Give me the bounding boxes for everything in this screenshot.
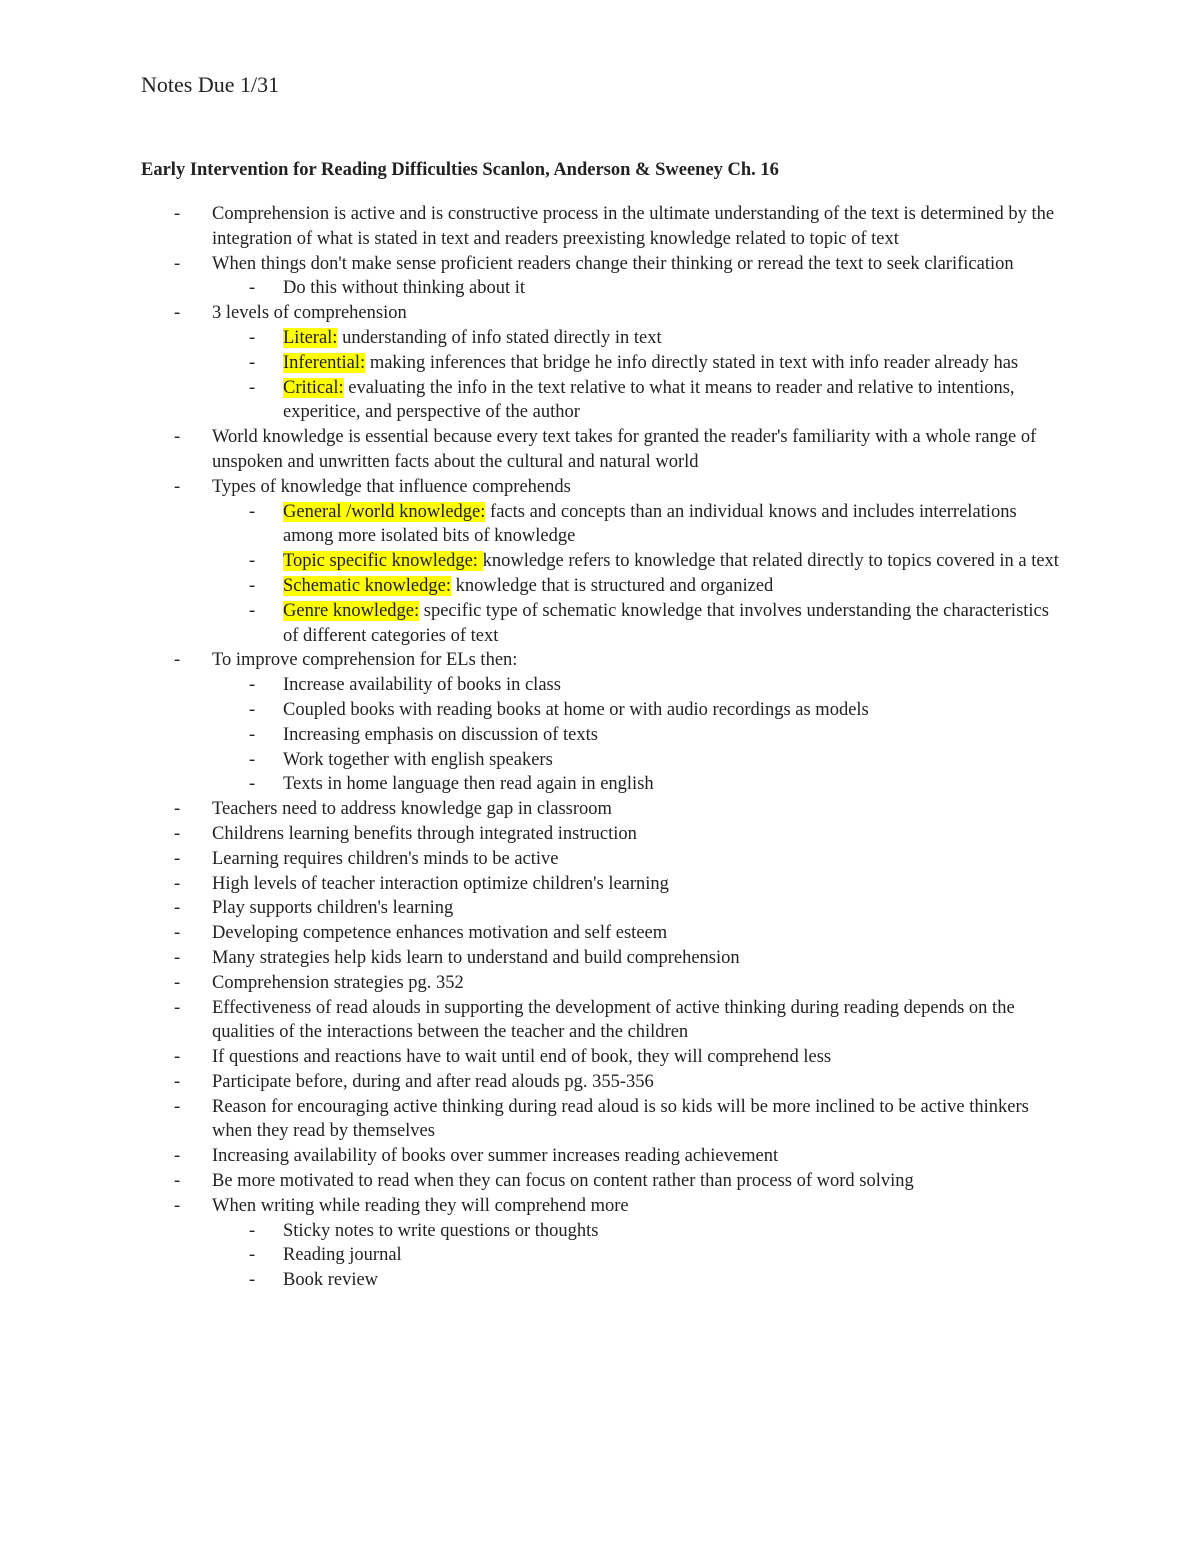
note-item [141,946,1061,971]
note-text: Texts in home language then read again in english [283,774,654,795]
note-text: Effectiveness of read alouds in supporting the development of active thinking during reading depends on the qualities of the interactions between the teacher and the children [212,997,1015,1043]
note-text: knowledge refers to knowledge that related directly to topics covered in a text [482,551,1059,572]
note-item [141,475,1061,500]
note-text: Learning requires children's minds to be active [212,848,559,869]
note-text: evaluating the info in the text relative to what it means to reader and relative to intentions, experitice, and perspective of the author [283,377,1015,423]
note-item [141,1045,1061,1070]
note-text: Reading journal [283,1245,402,1266]
highlighted-term: Schematic knowledge: [283,575,451,596]
note-item [141,797,1061,822]
note-item [141,202,1061,252]
section-heading [141,160,779,181]
note-item [141,1095,1061,1145]
note-text: When writing while reading they will comprehend more [212,1195,629,1216]
note-item [141,822,1061,847]
heading-book-title: Early Intervention for Reading Difficulties [141,160,478,180]
sub-note-item [141,376,1061,426]
highlighted-term: Topic specific knowledge: [283,551,483,572]
sub-note-item [141,673,1061,698]
note-text: High levels of teacher interaction optimize children's learning [212,873,669,894]
sub-note-item [141,1243,1061,1268]
note-text: Comprehension is active and is constructive process in the ultimate understanding of the text is determined by the integration of what is stated in text and readers preexisting knowledge related to topic of text [212,204,1055,249]
note-text: Increasing emphasis on discussion of texts [283,724,598,745]
note-text: Childrens learning benefits through integrated instruction [212,823,637,844]
note-item [141,921,1061,946]
note-text: Comprehension strategies pg. 352 [212,972,464,993]
sub-note-item [141,500,1061,550]
highlighted-term: Genre knowledge: [283,600,420,621]
note-text: Reason for encouraging active thinking during read aloud is so kids will be more inclined to be active thinkers when they read by themselves [212,1096,1029,1142]
note-text: Developing competence enhances motivation and self esteem [212,923,668,944]
note-text: Do this without thinking about it [283,278,526,299]
note-text: specific type of schematic knowledge that involves understanding the characteristics of different categories of text [283,600,1049,646]
note-item [141,971,1061,996]
note-text: Participate before, during and after read alouds pg. 355-356 [212,1071,654,1092]
sub-note-item [141,1219,1061,1244]
note-text: Coupled books with reading books at home or with audio recordings as models [283,699,869,720]
note-text: Book review [283,1270,379,1291]
note-text: facts and concepts than an individual knows and includes interrelations among more isolated bits of knowledge [283,501,1017,547]
sub-note-item [141,549,1061,574]
note-item [141,648,1061,673]
sub-note-item [141,1268,1061,1293]
note-item [141,896,1061,921]
note-text: understanding of info stated directly in text [337,327,662,348]
note-text: Work together with english speakers [283,749,553,770]
document-title: Notes Due 1/31 [141,72,280,97]
highlighted-term: Inferential: [283,352,366,373]
note-text: When things don't make sense proficient readers change their thinking or reread the text to seek clarification [212,253,1014,274]
heading-authors: Scanlon, Anderson & Sweeney Ch. 16 [477,160,779,180]
note-text: To improve comprehension for ELs then: [212,650,518,671]
highlighted-term: Critical: [283,377,344,398]
sub-note-item [141,276,1061,301]
sub-note-item [141,351,1061,376]
note-item [141,252,1061,277]
note-text: Play supports children's learning [212,898,454,919]
note-item [141,425,1061,475]
note-text: Many strategies help kids learn to understand and build comprehension [212,947,740,968]
note-item [141,301,1061,326]
sub-note-item [141,326,1061,351]
note-item [141,1169,1061,1194]
note-text: World knowledge is essential because every text takes for granted the reader's familiarity with a whole range of unspoken and unwritten facts about the cultural and natural world [212,427,1037,472]
note-text: Be more motivated to read when they can focus on content rather than process of word solving [212,1171,914,1192]
sub-note-item [141,599,1061,649]
note-item [141,996,1061,1046]
sub-note-item [141,698,1061,723]
note-text: Sticky notes to write questions or thoughts [283,1220,599,1241]
note-text: knowledge that is structured and organized [451,575,774,596]
highlighted-term: General /world knowledge: [283,501,486,522]
note-text: 3 levels of comprehension [212,303,407,324]
sub-note-item [141,772,1061,797]
notes-list [141,202,1061,1293]
note-text: making inferences that bridge he info directly stated in text with info reader already has [365,352,1019,373]
sub-note-item [141,748,1061,773]
note-item [141,872,1061,897]
highlighted-term: Literal: [283,327,338,348]
note-text: Increasing availability of books over summer increases reading achievement [212,1146,779,1167]
note-item [141,1194,1061,1219]
note-text: Teachers need to address knowledge gap in classroom [212,799,612,820]
note-item [141,1144,1061,1169]
note-item [141,1070,1061,1095]
note-text: If questions and reactions have to wait until end of book, they will comprehend less [212,1047,832,1068]
sub-note-item [141,574,1061,599]
note-item [141,847,1061,872]
note-text: Types of knowledge that influence comprehends [212,476,571,497]
note-text: Increase availability of books in class [283,675,561,696]
sub-note-item [141,723,1061,748]
